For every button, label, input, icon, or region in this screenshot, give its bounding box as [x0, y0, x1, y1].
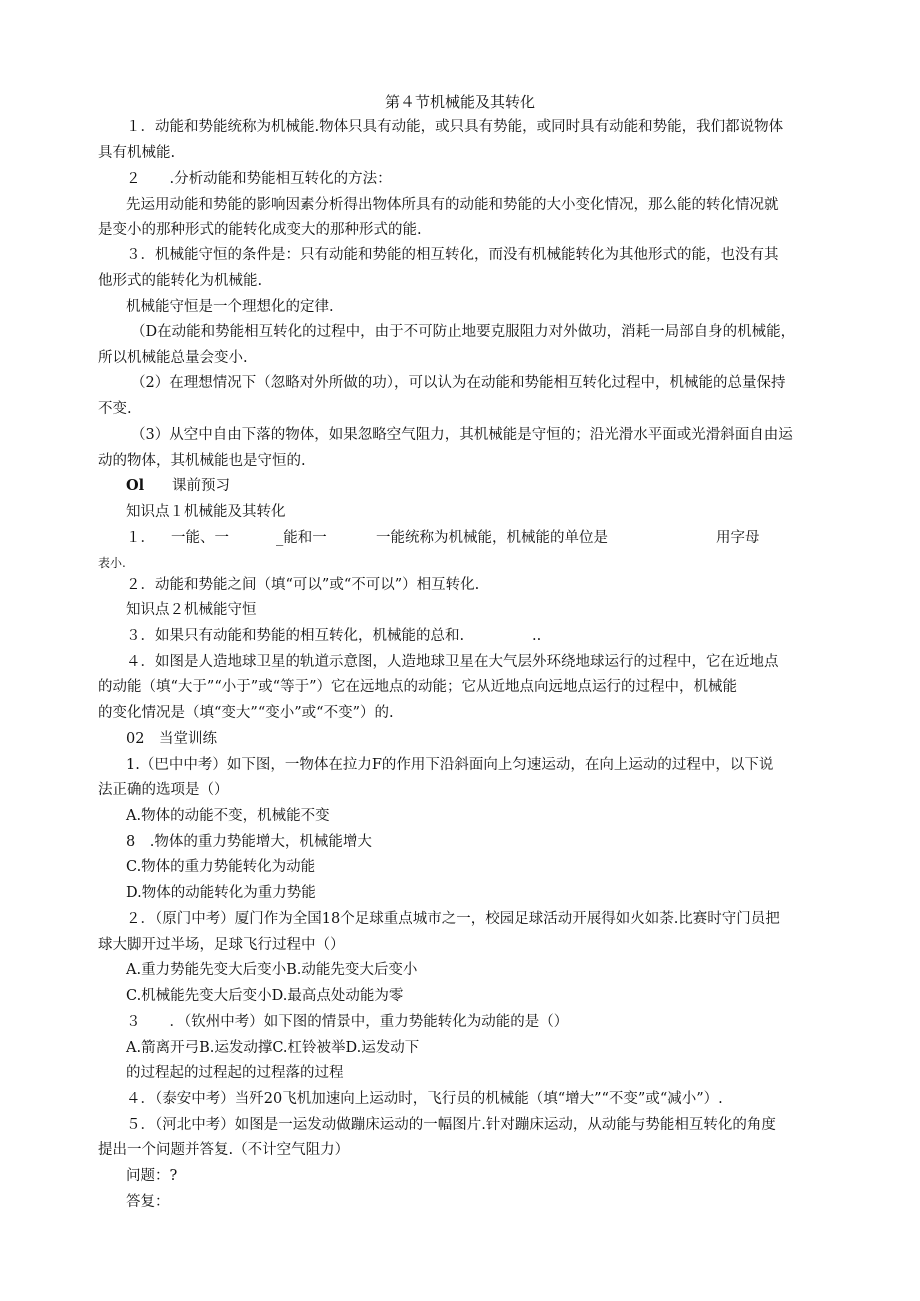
practice-q1-option-c: C.物体的重力势能转化为动能	[126, 859, 316, 875]
knowledge-point-2: 知识点２机械能守恒	[126, 602, 257, 618]
preview-q1-letter: 用字母	[716, 530, 760, 546]
summary-point-3-cont: 他形式的能转化为机械能.	[98, 273, 263, 289]
practice-q1-cont: 法正确的选项是（）	[98, 782, 229, 798]
summary-point-1-cont: 具有机械能.	[98, 145, 176, 161]
summary-point-2: ２ .分析动能和势能相互转化的方法：	[126, 171, 392, 187]
summary-note-2-cont: 不变.	[98, 401, 132, 417]
summary-note-1-cont: 所以机械能总量会变小.	[98, 350, 248, 366]
practice-q2-cont: 球大脚开过半场，足球飞行过程中（）	[98, 937, 345, 953]
answer-label: 答复：	[126, 1194, 170, 1210]
preview-q2: ２．动能和势能之间（填“可以”或“不可以”）相互转化.	[126, 577, 480, 593]
summary-point-3: ３．机械能守恒的条件是：只有动能和势能的相互转化，而没有机械能转化为其他形式的能，也没有其	[126, 247, 779, 263]
preview-q3-tail: ..	[532, 628, 542, 644]
summary-point-1: １．动能和势能统称为机械能.物体只具有动能，或只具有势能，或同时具有动能和势能，我们都说物体	[126, 119, 784, 135]
summary-note-1: （D在动能和势能相互转化的过程中，由于不可防止地要克服阻力对外做功，消耗一局部自身的机械能，	[131, 324, 796, 340]
practice-q5: ５．（河北中考）如图是一运发动做蹦床运动的一幅图片.针对蹦床运动，从动能与势能相互转化的角度	[126, 1117, 776, 1133]
practice-q5-cont: 提出一个问题并答复.（不计空气阻力）	[98, 1142, 350, 1158]
preview-q4: ４．如图是人造地球卫星的轨道示意图，人造地球卫星在大气层外环绕地球运行的过程中，它在近地点	[126, 654, 779, 670]
practice-q4: ４．（泰安中考）当歼20飞机加速向上运动时，飞行员的机械能（填“增大”“不变”或“减小”）.	[126, 1091, 723, 1107]
practice-heading: 02 当堂训练	[126, 731, 217, 747]
preview-q3: ３．如果只有动能和势能的相互转化，机械能的总和.	[126, 628, 465, 644]
preview-q1-number: １．	[126, 530, 155, 546]
practice-q1: 1.（巴中中考）如下图，一物体在拉力F的作用下沿斜面向上匀速运动，在向上运动的过程中，以下说	[126, 757, 774, 773]
summary-note-3-cont: 动的物体，其机械能也是守恒的.	[98, 453, 306, 469]
practice-q1-option-d: D.物体的动能转化为重力势能	[126, 885, 316, 901]
preview-q1-tail: 表小.	[98, 556, 126, 570]
question-label: 问题：?	[126, 1168, 178, 1184]
preview-q4-cont-1: 的动能（填“大于”“小于”或“等于”）它在远地点的动能；它从近地点向远地点运行的过程中，机械能	[98, 679, 737, 695]
preview-q1-text: 一能统称为机械能，机械能的单位是	[376, 530, 608, 546]
preview-q1-blank-a: 一能、一	[171, 530, 229, 546]
practice-q3: ３ ．（钦州中考）如下图的情景中，重力势能转化为动能的是（）	[126, 1014, 569, 1030]
practice-q3-options: A.箭离开弓B.运发动撑C.杠铃被举D.运发动下	[126, 1040, 420, 1056]
practice-q2: ２．（原门中考）厦门作为全国18个足球重点城市之一，校园足球活动开展得如火如荼.比赛时守门员把	[126, 911, 780, 927]
summary-note-2: （2）在理想情况下（忽略对外所做的功），可以认为在动能和势能相互转化过程中，机械能的总量保持	[131, 375, 786, 391]
practice-q2-options-ab: A.重力势能先变大后变小B.动能先变大后变小	[126, 962, 418, 978]
practice-q2-options-cd: C.机械能先变大后变小D.最高点处动能为零	[126, 988, 404, 1004]
page-title: 第４节机械能及其转化	[384, 93, 535, 111]
preview-q4-cont-2: 的变化情况是（填“变大”“变小”或“不变”）的.	[98, 705, 394, 721]
practice-q1-option-b: 8 .物体的重力势能增大，机械能增大	[126, 834, 372, 850]
preview-section-number: Ol	[126, 477, 145, 494]
summary-note-3: （3）从空中自由下落的物体，如果忽略空气阻力，其机械能是守恒的；沿光滑水平面或光滑斜面自由运	[131, 427, 793, 443]
preview-section-label: 课前预习	[172, 478, 230, 494]
knowledge-point-1: 知识点１机械能及其转化	[126, 504, 286, 520]
summary-method: 先运用动能和势能的影响因素分析得出物体所具有的动能和势能的大小变化情况，那么能的转化情况就	[126, 197, 779, 213]
summary-ideal-law: 机械能守恒是一个理想化的定律.	[126, 299, 334, 315]
practice-q3-options-cont: 的过程起的过程起的过程落的过程	[126, 1065, 344, 1081]
summary-method-cont: 是变小的那种形式的能转化成变大的那种形式的能.	[98, 222, 422, 238]
preview-q1-blank-b: _能和一	[276, 530, 327, 546]
practice-q1-option-a: A.物体的动能不变，机械能不变	[126, 808, 330, 824]
